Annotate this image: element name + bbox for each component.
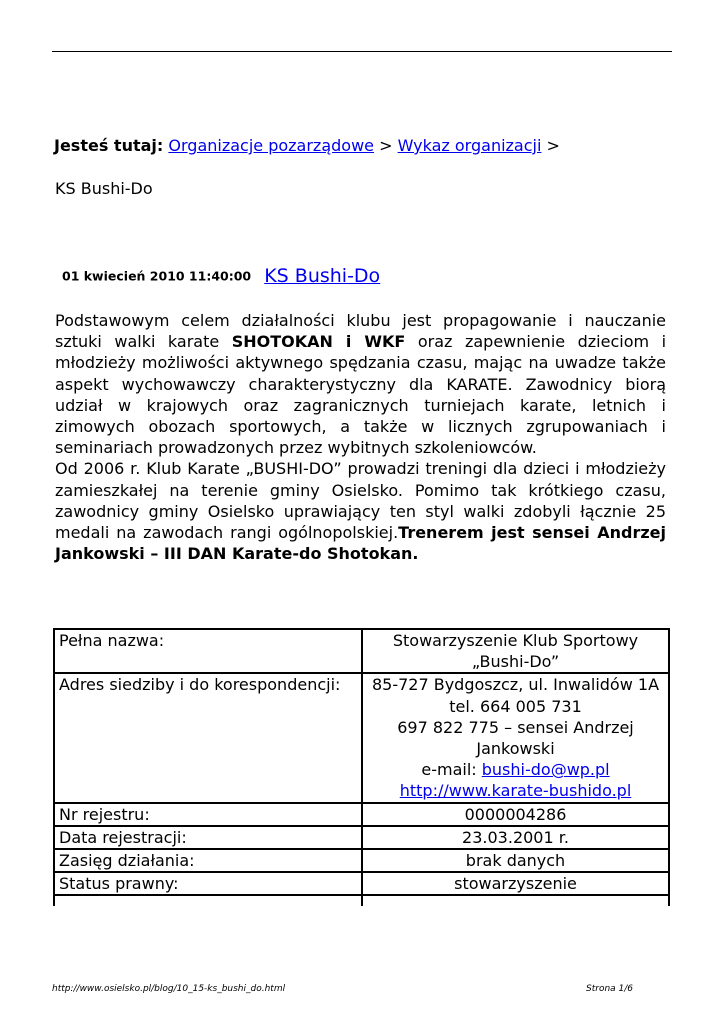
empty-cell xyxy=(362,895,669,906)
breadcrumb xyxy=(54,136,560,155)
value-legal-status: stowarzyszenie xyxy=(362,872,669,895)
email-link[interactable]: bushi-do@wp.pl xyxy=(481,760,610,780)
label-address: Adres siedziby i do korespondencji: xyxy=(54,673,362,802)
paragraph xyxy=(55,458,666,564)
breadcrumb-separator: > xyxy=(546,136,560,155)
footer-url: http://www.osielsko.pl/blog/10_15-ks_bushi_do.html xyxy=(52,984,286,994)
email-prefix: e-mail: xyxy=(421,760,477,780)
label-legal-status: Status prawny: xyxy=(54,872,362,895)
website-link[interactable]: http://www.karate-bushido.pl xyxy=(399,781,632,801)
value-line: tel. 664 005 731 xyxy=(449,696,582,716)
value-registration-date: 23.03.2001 r. xyxy=(362,826,669,849)
label-full-name: Pełna nazwa: xyxy=(54,629,362,673)
value-full-name xyxy=(362,629,669,673)
value-line: 697 822 775 – sensei Andrzej Jankowski xyxy=(397,717,634,759)
post-date: 01 kwiecień 2010 11:40:00 xyxy=(62,268,252,284)
post-title-link[interactable]: KS Bushi-Do xyxy=(264,265,381,287)
table-row xyxy=(54,826,669,849)
value-line: „Bushi-Do” xyxy=(471,652,560,672)
breadcrumb-prefix: Jesteś tutaj: xyxy=(54,136,164,155)
post-header xyxy=(62,265,380,287)
table-row xyxy=(54,673,669,802)
table-row-empty xyxy=(54,895,669,906)
breadcrumb-separator: > xyxy=(379,136,393,155)
value-scope: brak danych xyxy=(362,849,669,872)
top-rule xyxy=(52,51,672,52)
post-body xyxy=(55,310,666,564)
paragraph-text: Od 2006 r. Klub Karate „BUSHI-DO” prowadzi treningi dla dzieci i młodzieży zamieszkałej na terenie gminy Osielsko. Pomimo tak krótkiego czasu, zawodnicy gminy Osielsko uprawiający ten styl walki zdobyli łącznie 25 medali na zawodach rangi ogólnopolskiej. xyxy=(55,459,666,543)
value-line xyxy=(367,759,664,780)
value-line: Stowarzyszenie Klub Sportowy xyxy=(392,631,639,650)
table-row xyxy=(54,872,669,895)
table-row xyxy=(54,849,669,872)
label-scope: Zasięg działania: xyxy=(54,849,362,872)
value-registry: 0000004286 xyxy=(362,803,669,826)
empty-cell xyxy=(54,895,362,906)
breadcrumb-link-organizations[interactable]: Organizacje pozarządowe xyxy=(168,136,375,155)
table-row xyxy=(54,629,669,673)
value-address xyxy=(362,673,669,802)
table-row xyxy=(54,803,669,826)
footer-page-number: Strona 1/6 xyxy=(586,984,634,994)
paragraph-text: oraz zapewnienie dzieciom i młodzieży możliwości aktywnego spędzania czasu, mając na uwadze także aspekt wychowawczy charakterystyczny dla KARATE. Zawodnicy biorą udział w krajowych oraz zagranicznych turniejach karate, letnich i zimowych obozach sportowych, a także w licznych zgrupowaniach i seminariach prowadzonych przez wybitnych szkoleniowców. xyxy=(55,332,667,458)
paragraph-bold: Trenerem jest sensei Andrzej Jankowski – III DAN Karate-do Shotokan. xyxy=(55,523,666,564)
paragraph xyxy=(55,310,666,458)
breadcrumb-current: KS Bushi-Do xyxy=(55,179,153,198)
label-registry: Nr rejestru: xyxy=(54,803,362,826)
breadcrumb-link-list[interactable]: Wykaz organizacji xyxy=(397,136,542,155)
paragraph-text: Podstawowym celem działalności klubu jest propagowanie i nauczanie sztuki walki karate xyxy=(55,311,666,352)
paragraph-bold: SHOTOKAN i WKF xyxy=(231,332,406,352)
value-line xyxy=(367,780,664,801)
label-registration-date: Data rejestracji: xyxy=(54,826,362,849)
organization-info-table xyxy=(53,628,670,906)
value-line: 85-727 Bydgoszcz, ul. Inwalidów 1A xyxy=(371,675,660,695)
